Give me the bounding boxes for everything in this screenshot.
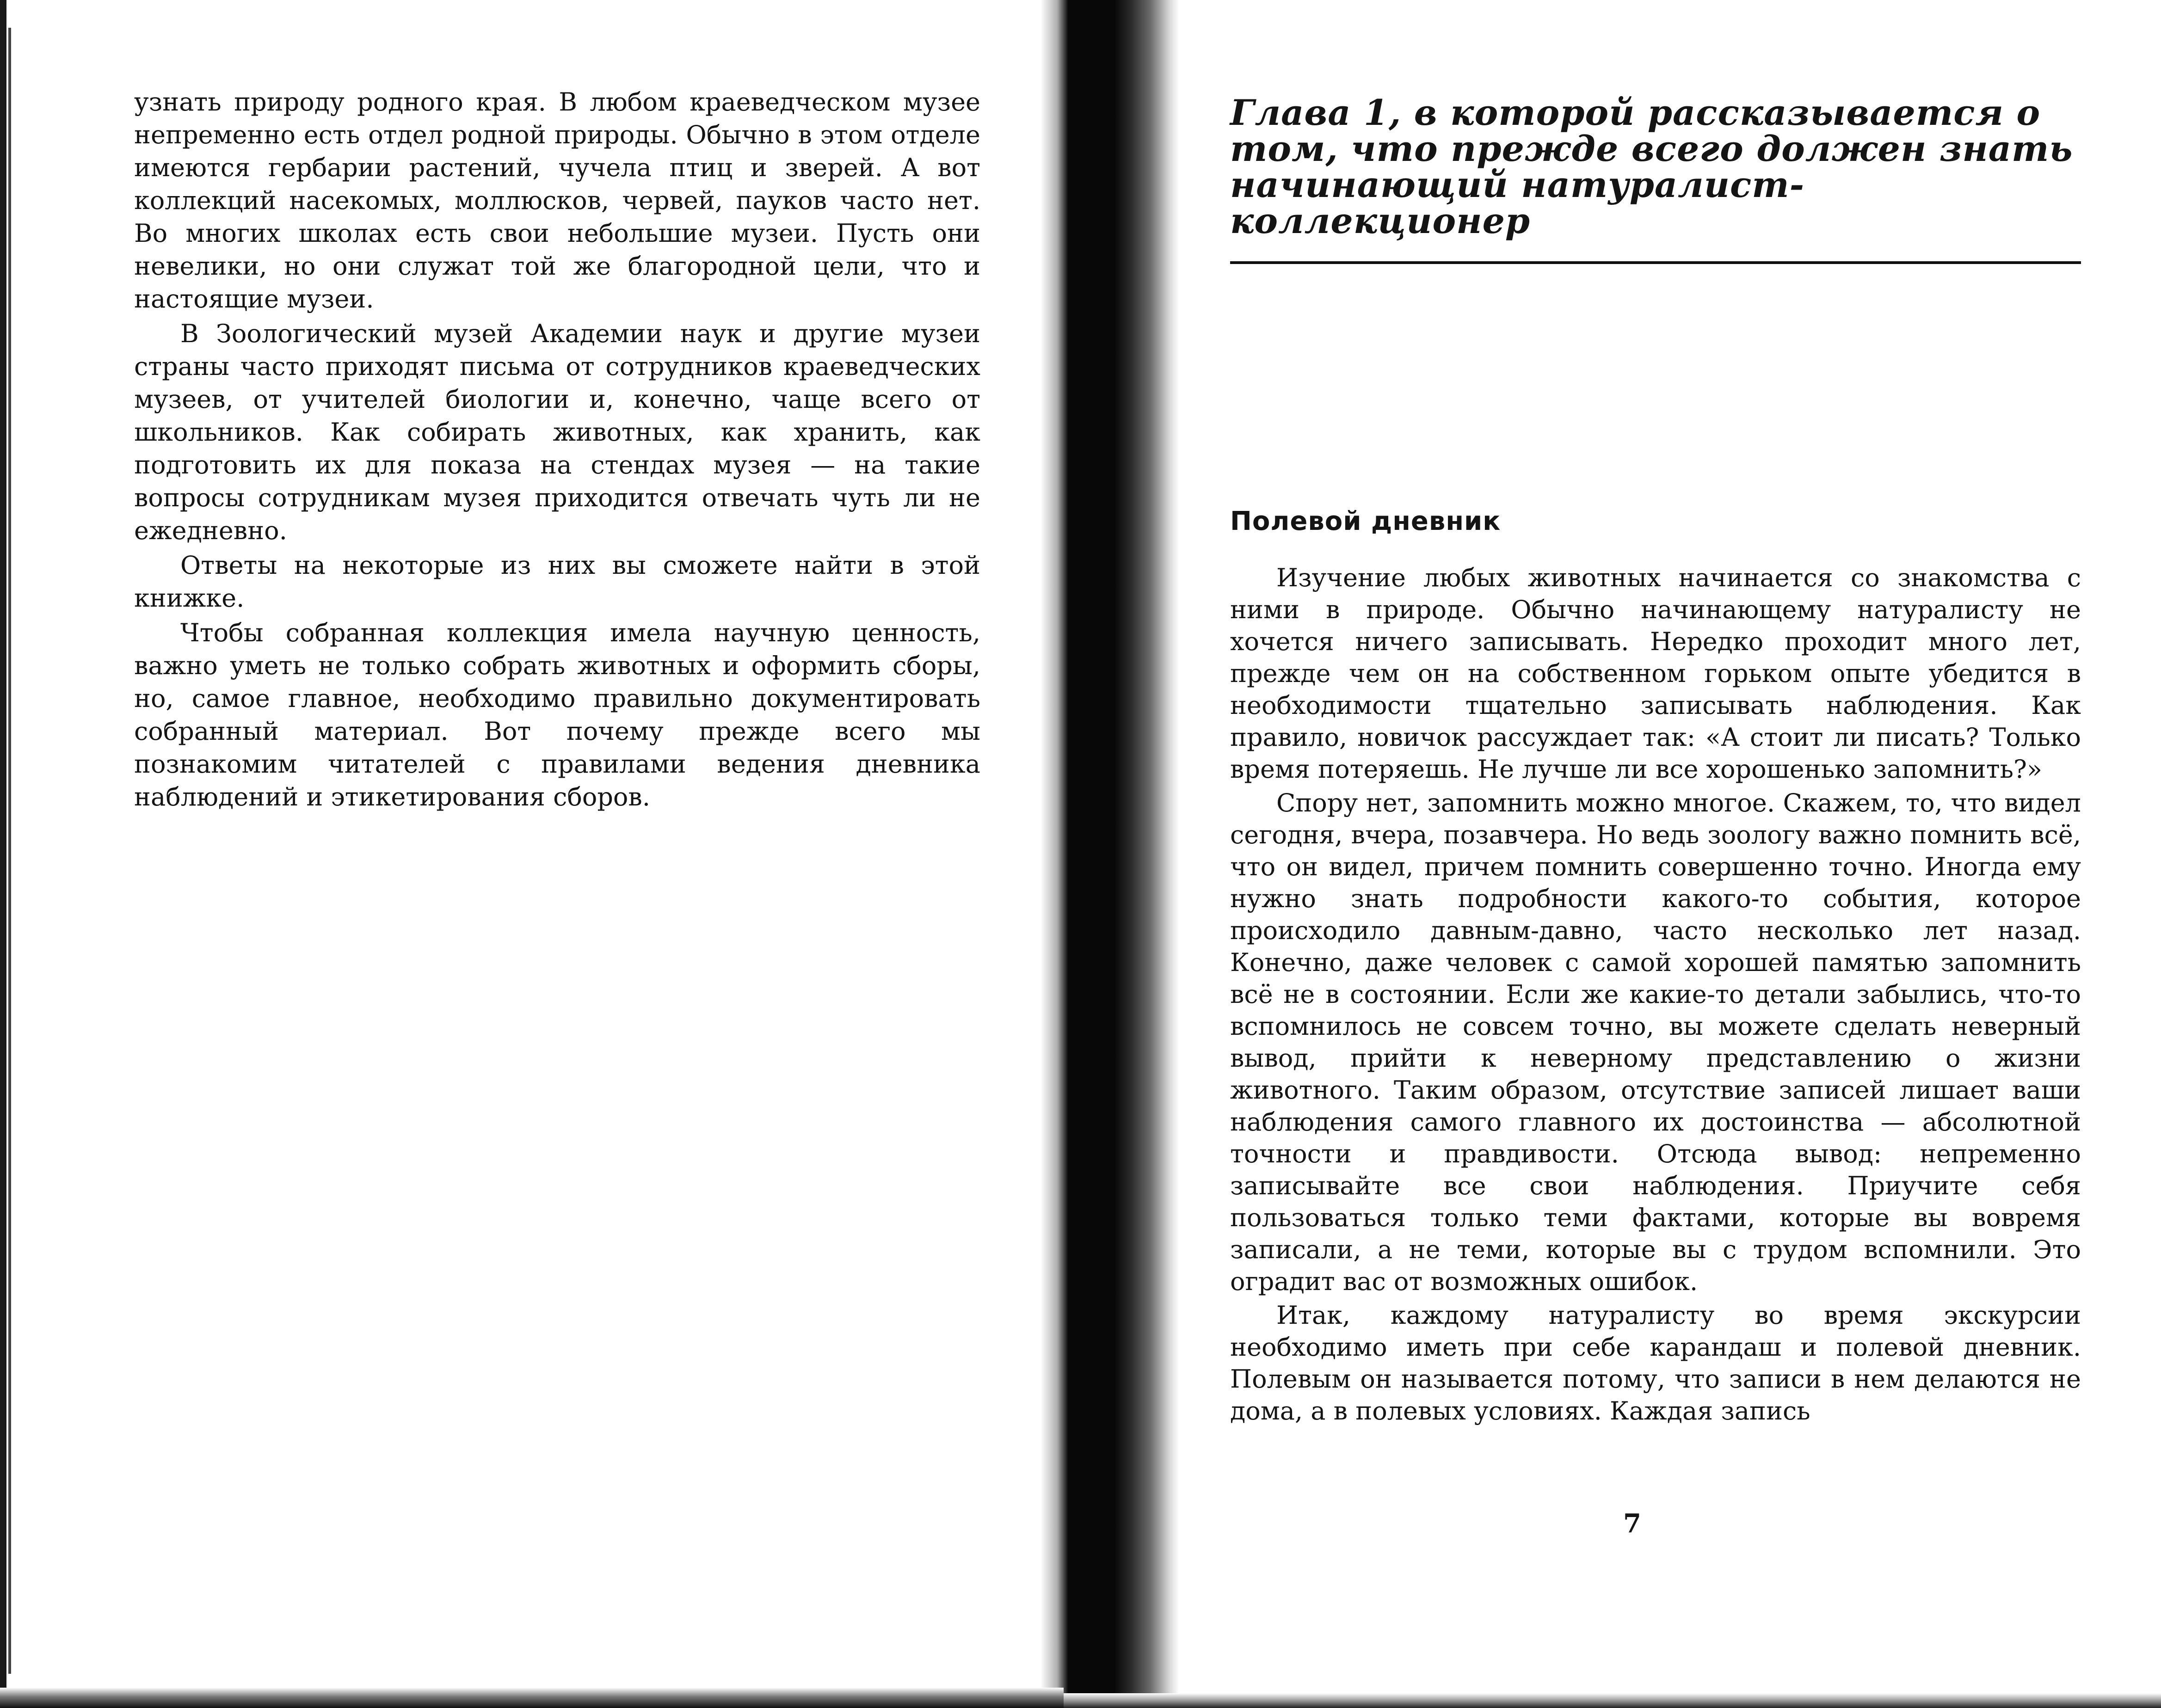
right-page [1230,92,2081,1425]
gutter-shadow-left [1040,0,1068,1708]
left-paragraph-4: Чтобы собранная коллекция имела научную ценность, важно уметь не только собрать животных и оформить сборы, но, самое главное, необходимо правильно документировать собранный материал. Вот почему прежде всего мы познакомим читателей с правилами ведения дневника наблюдений и этикетирования сборов. [134,618,980,811]
section-heading: Полевой дневник [1230,506,1501,536]
right-paragraph-1: Изучение любых животных начинается со знакомства с ними в природе. Обычно начинающему натуралисту не хочется ничего записывать. Нередко проходит много лет, прежде чем он на собственном горьком опыте убедится в необходимости тщательно записывать наблюдения. Как правило, новичок рассуждает так: «А стоит ли писать? Только время потеряешь. Не лучше ли все хорошенько запомнить?» [1230,563,2081,784]
left-paragraph-3: Ответы на некоторые из них вы сможете найти в этой книжке. [134,551,980,613]
scan-edge-left-shadow [8,28,11,1674]
book-gutter [1068,0,1114,1708]
right-paragraph-3: Итак, каждому натуралисту во время экскурсии необходимо иметь при себе карандаш и полевой дневник. Полевым он называется потому, что записи в нем делаются не дома, а в полевых условиях. Каждая запись [1230,1301,2081,1425]
page-number: 7 [1623,1508,1641,1539]
left-page [134,86,980,813]
gutter-shadow-right [1114,0,1179,1708]
left-paragraph-1: узнать природу родного края. В любом краеведческом музее непременно есть отдел родной природы. Обычно в этом отделе имеются гербарии растений, чучела птиц и зверей. А вот коллекций насекомых, моллюсков, червей, пауков часто нет. Во многих школах есть свои небольшие музеи. Пусть они невелики, но они служат той же благородной цели, что и настоящие музеи. [134,87,980,313]
scan-edge-left [0,0,6,1708]
scan-edge-bottom-right [1064,1693,2161,1708]
right-page-text [1230,562,2081,1427]
scan-edge-bottom-left [0,1688,1064,1708]
chapter-title: Глава 1, в которой рассказывается о том, что прежде всего должен знать начинающий натуралист-коллекционер [1230,92,2073,241]
right-paragraph-2: Спору нет, запомнить можно многое. Скажем, то, что видел сегодня, вчера, позавчера. Но ведь зоологу важно помнить всё, что он видел, причем помнить совершенно точно. Иногда ему нужно знать подробности какого-то события, которое происходило давным-давно, часто несколько лет назад. Конечно, даже человек с самой хорошей памятью запомнить всё не в состоянии. Если же какие-то детали забылись, что-то вспомнилось не совсем точно, вы можете сделать неверный вывод, прийти к неверному представлению о жизни животного. Таким образом, отсутствие записей лишает ваши наблюдения самого главного их достоинства — абсолютной точности и правдивости. Отсюда вывод: непременно записывайте все свои наблюдения. Приучите себя пользоваться только теми фактами, которые вы вовремя записали, а не теми, которые вы с трудом вспомнили. Это оградит вас от возможных ошибок. [1230,788,2081,1296]
left-paragraph-2: В Зоологический музей Академии наук и другие музеи страны часто приходят письма от сотрудников краеведческих музеев, от учителей биологии и, конечно, чаще всего от школьников. Как собирать животных, как хранить, как подготовить их для показа на стендах музея — на такие вопросы сотрудникам музея приходится отвечать чуть ли не ежедневно. [134,319,980,545]
chapter-title-rule [1230,261,2081,264]
